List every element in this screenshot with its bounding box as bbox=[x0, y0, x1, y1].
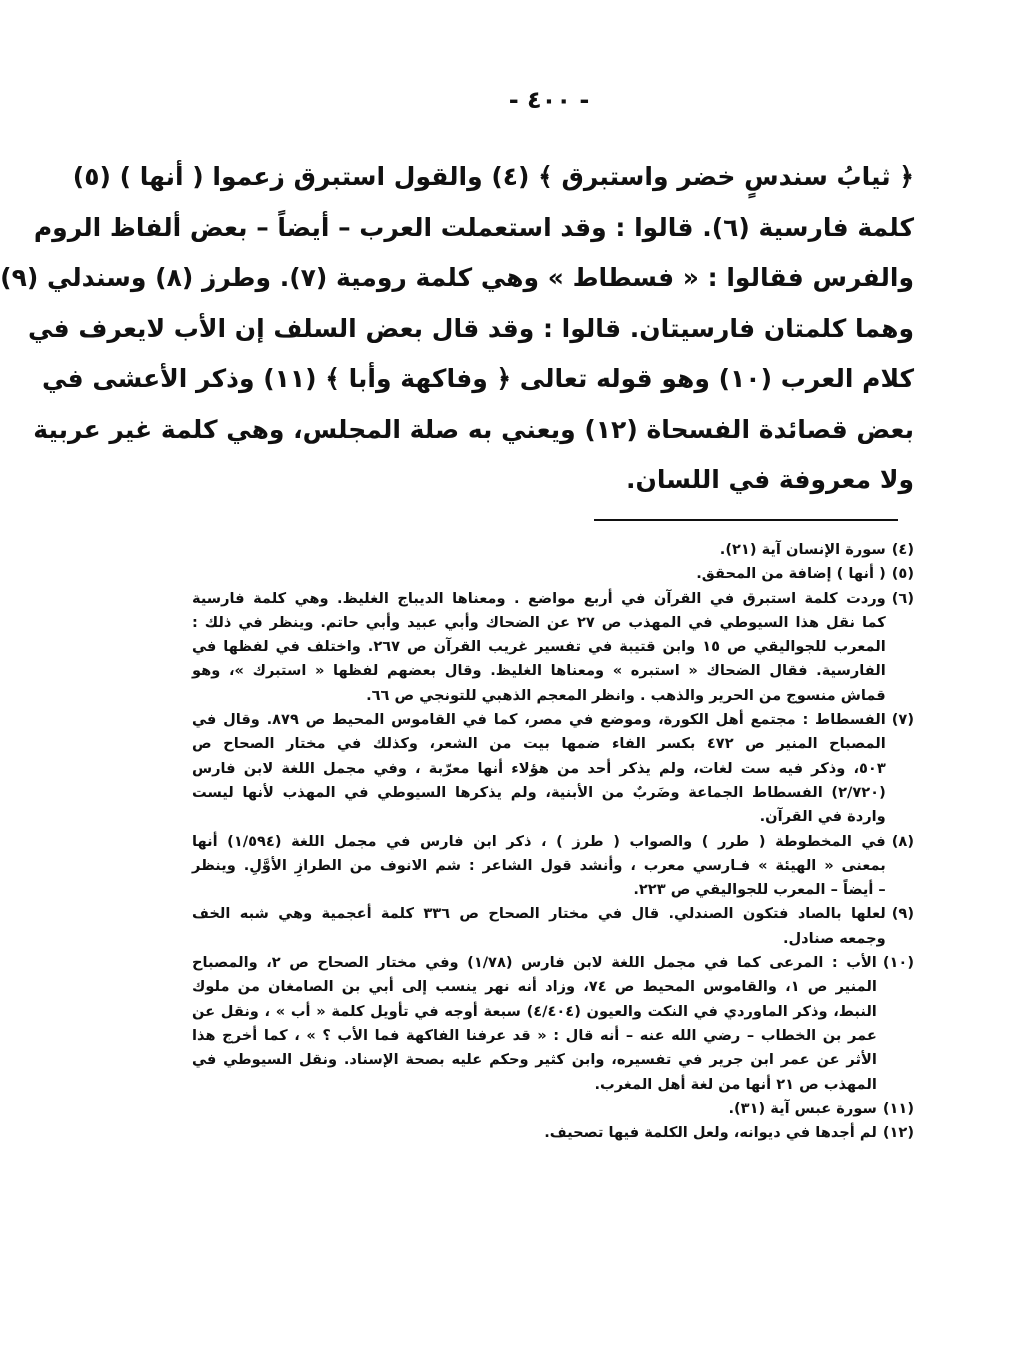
main-text-line: كلام العرب (١٠) وهو قوله تعالى ﴿ وفاكهة وأبا ﴾ (١١) وذكر الأعشى في bbox=[41, 364, 914, 393]
footnote-body bbox=[192, 562, 886, 586]
footnote-line: المنير ص ١، والقاموس المحيط ص ٧٤، وزاد أنه نهر ينسب إلى أبي بن الصامغان من ملوك bbox=[192, 978, 877, 996]
main-text-line: بعض قصائدة الفسحاة (١٢) ويعني به صلة المجلس، وهي كلمة غير عربية bbox=[33, 414, 914, 444]
footnote-number: (٨) bbox=[891, 832, 914, 850]
footnote-body bbox=[192, 1121, 877, 1145]
footnote-body bbox=[192, 902, 886, 951]
footnote-number: (٥) bbox=[891, 565, 914, 583]
footnote-line: سورة عبس آية (٣١). bbox=[728, 1099, 877, 1117]
footnote-number: (١٠) bbox=[882, 954, 914, 972]
footnote-line: – أيضاً – المعرب للجواليقي ص ٢٢٣. bbox=[633, 881, 886, 899]
main-text bbox=[0, 152, 914, 506]
footnote-line: المعرب للجواليقي ص ١٥ وابن قتيبة في تفسير غريب القرآن ص ٢٦٧. واختلف في لفظها في bbox=[192, 638, 886, 656]
footnote-number: (٦) bbox=[891, 589, 914, 607]
main-text-line: والفرس فقالوا : « فسطاط » وهي كلمة رومية (٧). وطرز (٨) وسندلي (٩) bbox=[0, 263, 914, 292]
footnote-number: (١٢) bbox=[882, 1124, 914, 1142]
footnote-number: (٧) bbox=[891, 711, 914, 729]
footnote-line: سورة الإنسان آية (٢١). bbox=[719, 541, 886, 558]
footnote-line: وردت كلمة استبرق في القرآن في أربع مواضع . ومعناها الديباج الغليظ. وهي كلمة فارسية bbox=[192, 589, 886, 607]
main-text-line: وهما كلمتان فارسيتان. قالوا : وقد قال بعض السلف إن الأب لايعرف في bbox=[27, 313, 914, 343]
footnote-number: (٩) bbox=[891, 905, 914, 923]
footnote-line: ٥٠٣، وذكر فيه ست لغات، ولم يذكر أحد من هؤلاء أنها معرّبة ، وفي مجمل اللغة لابن فارس bbox=[192, 759, 886, 777]
main-text-line: كلمة فارسية (٦). قالوا : وقد استعملت العرب – أيضاً – بعض ألفاظ الروم bbox=[33, 212, 914, 242]
main-text-line: ﴿ ثيابُ سندسٍ خضر واستبرق ﴾ (٤) والقول استبرق زعموا ( أنها ) (٥) bbox=[72, 162, 914, 191]
footnote-line: الأثر عن عمر ابن جرير في تفسيره، وابن كثير وحكم عليه بصحة الإسناد. ونقل السيوطي في bbox=[192, 1051, 877, 1069]
footnotes bbox=[192, 538, 914, 1145]
footnote-7 bbox=[192, 708, 914, 829]
footnote-body bbox=[192, 830, 886, 903]
footnote-line: (٢/٧٢٠) الفسطاط الجماعة وضَربٌ من الأبنية، ولم يذكرها السيوطي في المهذب لأنها ليست bbox=[192, 783, 886, 801]
footnote-body bbox=[192, 708, 886, 829]
footnote-11 bbox=[192, 1097, 914, 1121]
footnote-number: (٤) bbox=[891, 541, 914, 558]
footnote-number: (١١) bbox=[882, 1099, 914, 1117]
footnote-line: النبط، وذكر الماوردي في النكت والعيون (٤/٤٠٤) سبعة أوجه في تأويل كلمة « أب » ، ونقل عن bbox=[192, 1002, 877, 1020]
footnote-line: الفارسية. فقال الضحاك « استبره » ومعناها الغليظ. وقال بعضهم لفظها « استبرك »، وهو bbox=[192, 662, 886, 680]
footnote-5 bbox=[192, 562, 914, 586]
footnote-6 bbox=[192, 587, 914, 708]
footnote-line: لم أجدها في ديوانه، ولعل الكلمة فيها تصحيف. bbox=[544, 1124, 877, 1142]
footnote-line: عمر بن الخطاب – رضي الله عنه – أنه قال : « قد عرفنا الفاكهة فما الأب ؟ » ، كما أخرج هذا bbox=[192, 1026, 877, 1044]
footnote-body bbox=[192, 538, 886, 562]
footnote-line: بمعنى « الهيئة » فـارسي معرب ، وأنشد قول الشاعر : شم الانوف من الطرازِ الأوَّلِ. وينظر bbox=[192, 856, 886, 874]
footnote-line: المهذب ص ٢١ أنها من لغة أهل المغرب. bbox=[594, 1075, 877, 1093]
footnote-line: وجمعه صنادل. bbox=[782, 929, 886, 947]
footnote-9 bbox=[192, 902, 914, 951]
footnote-line: كما نقل هذا السيوطي في المهذب ص ٢٧ عن الضحاك وأبي عبيد وأبي حاتم. وينظر في ذلك : bbox=[192, 613, 886, 631]
footnote-separator bbox=[594, 519, 898, 521]
footnote-4 bbox=[192, 538, 914, 562]
footnote-body bbox=[192, 587, 886, 708]
footnote-body bbox=[192, 951, 877, 1097]
footnote-10 bbox=[192, 951, 914, 1097]
footnote-line: ( أنها ) إضافة من المحقق. bbox=[696, 565, 886, 583]
footnote-8 bbox=[192, 830, 914, 903]
footnote-line: قماش منسوج من الحرير والذهب . وانظر المعجم الذهبي للتونجي ص ٦٦. bbox=[366, 686, 886, 704]
footnote-12 bbox=[192, 1121, 914, 1145]
footnote-line: في المخطوطة ( طرر ) والصواب ( طرز ) ، ذكر ابن فارس في مجمل اللغة (١/٥٩٤) أنها bbox=[192, 832, 886, 850]
footnote-line: الأب : المرعى كما في مجمل اللغة لابن فارس (١/٧٨) وفي مختار الصحاح ص ٢، والمصباح bbox=[192, 954, 877, 972]
footnote-line: لعلها بالصاد فتكون الصندلي. قال في مختار الصحاح ص ٣٣٦ كلمة أعجمية وهي شبه الخف bbox=[192, 905, 886, 923]
footnote-line: واردة في القرآن. bbox=[759, 808, 886, 826]
footnote-line: المصباح المنير ص ٤٧٢ بكسر الفاء ضمها بيت من الشعر، وكذلك في مختار الصحاح ص bbox=[192, 735, 886, 753]
main-text-line: ولا معروفة في اللسان. bbox=[626, 465, 914, 494]
footnote-line: الفسطاط : مجتمع أهل الكورة، وموضع في مصر، كما في القاموس المحيط ص ٨٧٩. وقال في bbox=[192, 711, 886, 729]
page-number: - ٤٠٠ - bbox=[508, 86, 590, 114]
footnote-body bbox=[192, 1097, 877, 1121]
